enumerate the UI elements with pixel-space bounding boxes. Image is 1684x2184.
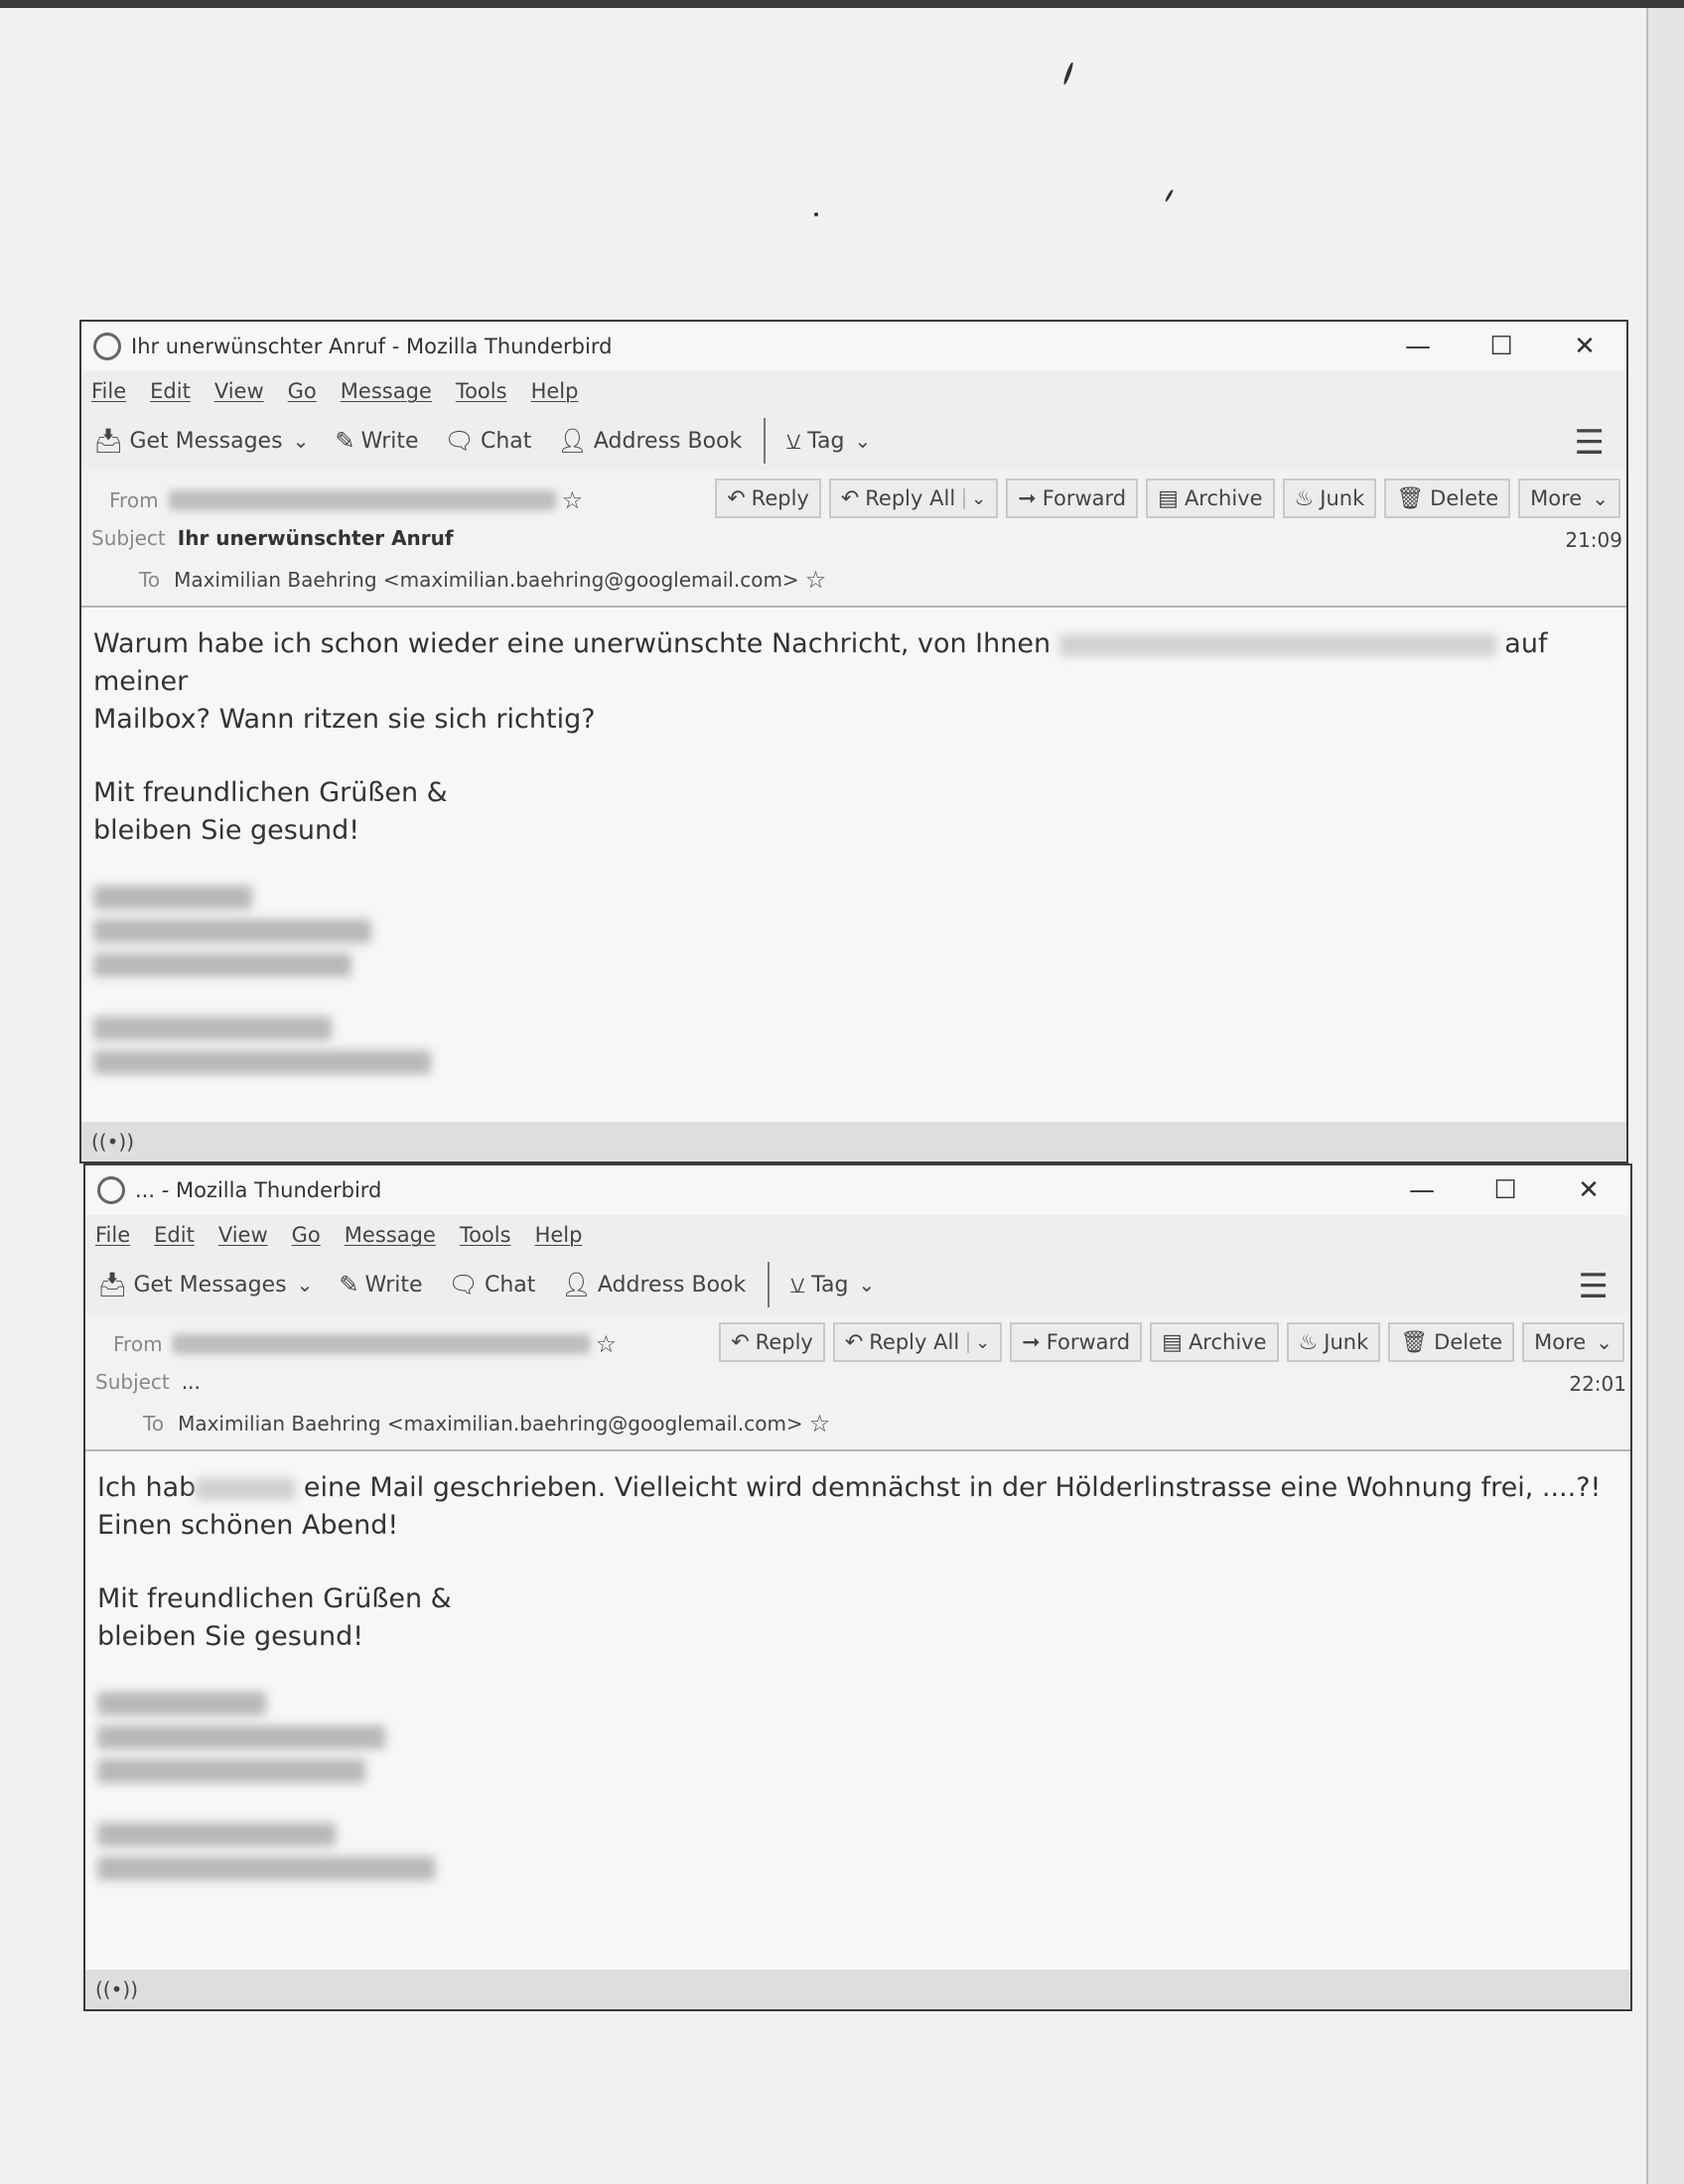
address-book-button[interactable] [561,1271,746,1298]
subject-label: Subject [95,1370,170,1394]
delete-label: Delete [1434,1330,1503,1354]
junk-button[interactable] [1283,478,1377,518]
write-label: Write [360,428,419,454]
archive-button[interactable] [1150,1322,1278,1362]
body-line1a: Warum habe ich schon wieder eine unerwünschte Nachricht, von Ihnen [93,628,1052,659]
greeting-line1: Mit freundlichen Grüßen & [97,1583,452,1614]
more-label: More [1530,486,1583,510]
greeting-line2: bleiben Sie gesund! [97,1621,364,1652]
archive-icon: ▤ [1158,485,1179,511]
greeting-line1: Mit freundlichen Grüßen & [93,777,448,808]
reply-all-button[interactable] [833,1322,1002,1362]
hamburger-menu-icon[interactable]: ☰ [1574,423,1605,463]
delete-button[interactable] [1384,478,1510,518]
forward-button[interactable] [1006,478,1138,518]
chat-bubble-icon: 🗨︎ [448,1271,479,1298]
message-time: 22:01 [1569,1372,1626,1396]
forward-icon: ➞ [1022,1329,1041,1355]
write-button[interactable] [339,1271,422,1298]
reply-all-label: Reply All [865,486,956,510]
redacted-text [196,1478,295,1500]
from-row [109,486,583,514]
message-time: 21:09 [1565,528,1622,552]
maximize-button[interactable]: ☐ [1489,332,1513,361]
thunderbird-icon [97,1176,125,1204]
chat-label: Chat [485,1272,536,1297]
archive-icon: ▤ [1162,1329,1183,1355]
from-row [113,1330,617,1358]
star-icon[interactable]: ☆ [561,486,584,514]
pencil-icon: ✎ [339,1271,359,1298]
from-value-redacted [169,490,556,510]
reply-button[interactable] [719,1322,825,1362]
status-bar [85,1970,1630,2009]
message-actions [707,478,1620,518]
toolbar-separator [768,1262,770,1307]
thunderbird-icon [93,333,121,360]
forward-label: Forward [1042,486,1127,510]
more-button[interactable] [1518,478,1620,518]
flame-icon: ♨ [1294,485,1315,511]
maximize-button[interactable]: ☐ [1493,1175,1517,1205]
scan-edge [0,0,1684,8]
reply-all-icon: ↶ [844,1329,864,1355]
menu-bar [81,371,1626,411]
chat-button[interactable] [449,1271,536,1298]
minimize-button[interactable]: — [1409,1175,1435,1205]
subject-row [95,1370,201,1394]
tag-label: Tag [811,1272,849,1297]
tag-icon: ⚺ [789,1271,806,1298]
signature-redacted [93,886,252,909]
tag-icon: ⚺ [785,427,802,455]
menu-help[interactable]: Help [534,1223,583,1247]
signature-redacted [93,1017,332,1040]
scan-edge-right [1646,8,1684,2184]
window-title: ... - Mozilla Thunderbird [135,1178,382,1202]
address-book-icon: 👤︎ [561,1271,592,1298]
tag-label: Tag [807,428,845,454]
reply-all-label: Reply All [869,1330,960,1354]
message-body [85,1451,1630,1902]
thunderbird-window-1 [79,320,1628,1163]
address-book-label: Address Book [593,428,743,454]
to-value: Maximilian Baehring <maximilian.baehring@googlemail.com> [178,1412,803,1435]
from-label: From [113,1332,163,1356]
write-label: Write [364,1272,423,1297]
menu-help[interactable]: Help [530,379,579,403]
body-line1a: Ich hab [97,1472,197,1503]
address-book-label: Address Book [597,1272,747,1297]
chevron-down-icon[interactable]: ⌄ [292,429,310,453]
body-paragraph [93,625,1614,701]
tag-button[interactable] [789,1271,875,1298]
chat-bubble-icon: 🗨︎ [444,427,475,455]
junk-label: Junk [1320,486,1365,510]
body-paragraph [97,1469,1618,1507]
menu-message[interactable]: Message [344,1223,436,1247]
scan-speck [814,212,818,216]
body-line2: Mailbox? Wann ritzen sie sich richtig? [93,704,596,735]
flame-icon: ♨ [1298,1329,1319,1355]
to-value: Maximilian Baehring <maximilian.baehring@googlemail.com> [174,568,799,592]
signature-redacted [97,1856,435,1880]
reply-button[interactable] [715,478,821,518]
signature-redacted [93,919,371,943]
thunderbird-window-2 [83,1163,1632,2011]
window-title: Ihr unerwünschter Anruf - Mozilla Thunderbird [131,335,613,358]
get-messages-label: Get Messages [129,428,283,454]
toolbar-separator [764,418,766,464]
chevron-down-icon: ⌄ [1596,1330,1613,1354]
message-actions [711,1322,1624,1362]
archive-button[interactable] [1146,478,1274,518]
address-book-button[interactable] [557,427,742,455]
title-bar [85,1165,1630,1215]
close-button[interactable]: ✕ [1578,1175,1600,1205]
more-button[interactable] [1522,1322,1624,1362]
chevron-down-icon[interactable]: ⌄ [963,488,986,509]
tag-button[interactable] [785,427,871,455]
forward-label: Forward [1046,1330,1131,1354]
download-icon: 📥︎ [97,1271,128,1298]
menu-view[interactable]: View [217,1223,268,1247]
delete-label: Delete [1430,486,1499,510]
junk-button[interactable] [1287,1322,1381,1362]
greeting-line2: bleiben Sie gesund! [93,815,360,846]
star-icon[interactable]: ☆ [595,1330,618,1358]
signature-redacted [93,953,351,977]
trash-icon: 🗑︎ [1396,485,1425,511]
subject-row [91,526,454,550]
reply-all-icon: ↶ [840,485,860,511]
to-row [143,1410,830,1437]
minimize-button[interactable]: — [1405,332,1431,361]
scan-speck [1062,62,1074,85]
menu-edit[interactable]: Edit [150,379,191,403]
menu-message[interactable]: Message [340,379,432,403]
signature-redacted [93,1050,431,1074]
forward-button[interactable] [1010,1322,1142,1362]
online-status-icon[interactable]: ((•)) [91,1130,135,1154]
chat-button[interactable] [445,427,532,455]
delete-button[interactable] [1388,1322,1514,1362]
get-messages-label: Get Messages [133,1272,287,1297]
body-line1b: auf meiner [93,628,1548,697]
chevron-down-icon[interactable]: ⌄ [967,1332,990,1353]
body-line1b: eine Mail geschrieben. Vielleicht wird demnächst in der Hölderlinstrasse eine Wohnung frei, ....?! [303,1472,1602,1503]
reply-icon: ↶ [727,485,746,511]
download-icon: 📥︎ [93,427,124,455]
menu-tools[interactable]: Tools [455,379,507,403]
reply-label: Reply [755,1330,813,1354]
main-toolbar [81,411,1626,471]
subject-label: Subject [91,526,166,550]
more-label: More [1534,1330,1587,1354]
subject-value: ... [181,1370,201,1394]
menu-bar [85,1215,1630,1255]
reply-label: Reply [751,486,809,510]
trash-icon: 🗑︎ [1400,1329,1429,1355]
redacted-text [1059,634,1496,656]
star-icon[interactable]: ☆ [808,1410,831,1437]
chevron-down-icon: ⌄ [854,429,872,453]
menu-edit[interactable]: Edit [154,1223,195,1247]
status-bar [81,1122,1626,1161]
menu-view[interactable]: View [213,379,264,403]
online-status-icon[interactable]: ((•)) [95,1978,139,2001]
scan-speck [1165,189,1175,203]
junk-label: Junk [1324,1330,1369,1354]
chat-label: Chat [481,428,532,454]
get-messages-button[interactable] [97,1271,313,1298]
star-icon[interactable]: ☆ [804,566,827,594]
signature-redacted [97,1725,385,1749]
reply-all-button[interactable] [829,478,998,518]
window-controls [1376,322,1626,371]
message-body [81,608,1626,1096]
to-row [139,566,826,594]
subject-value: Ihr unerwünschter Anruf [177,526,454,550]
signature-redacted [97,1823,336,1846]
menu-go[interactable]: Go [287,379,317,403]
address-book-icon: 👤︎ [557,427,588,455]
reply-icon: ↶ [731,1329,750,1355]
from-label: From [109,488,159,512]
pencil-icon: ✎ [335,427,355,455]
message-header [85,1314,1630,1451]
chevron-down-icon: ⌄ [1592,486,1609,510]
archive-label: Archive [1188,1330,1267,1354]
chevron-down-icon: ⌄ [858,1273,876,1297]
chevron-down-icon[interactable]: ⌄ [296,1273,314,1297]
message-header [81,471,1626,608]
menu-file[interactable]: File [91,379,127,403]
menu-file[interactable]: File [95,1223,131,1247]
forward-icon: ➞ [1018,485,1037,511]
menu-go[interactable]: Go [291,1223,321,1247]
write-button[interactable] [335,427,418,455]
body-line2: Einen schönen Abend! [97,1510,399,1541]
from-value-redacted [173,1334,590,1354]
menu-tools[interactable]: Tools [459,1223,511,1247]
main-toolbar [85,1255,1630,1314]
signature-redacted [97,1692,266,1715]
get-messages-button[interactable] [93,427,309,455]
hamburger-menu-icon[interactable]: ☰ [1578,1267,1609,1306]
signature-redacted [97,1759,365,1783]
title-bar [81,322,1626,371]
to-label: To [143,1412,165,1435]
close-button[interactable]: ✕ [1574,332,1596,361]
window-controls [1380,1165,1630,1215]
to-label: To [139,568,161,592]
archive-label: Archive [1184,486,1263,510]
